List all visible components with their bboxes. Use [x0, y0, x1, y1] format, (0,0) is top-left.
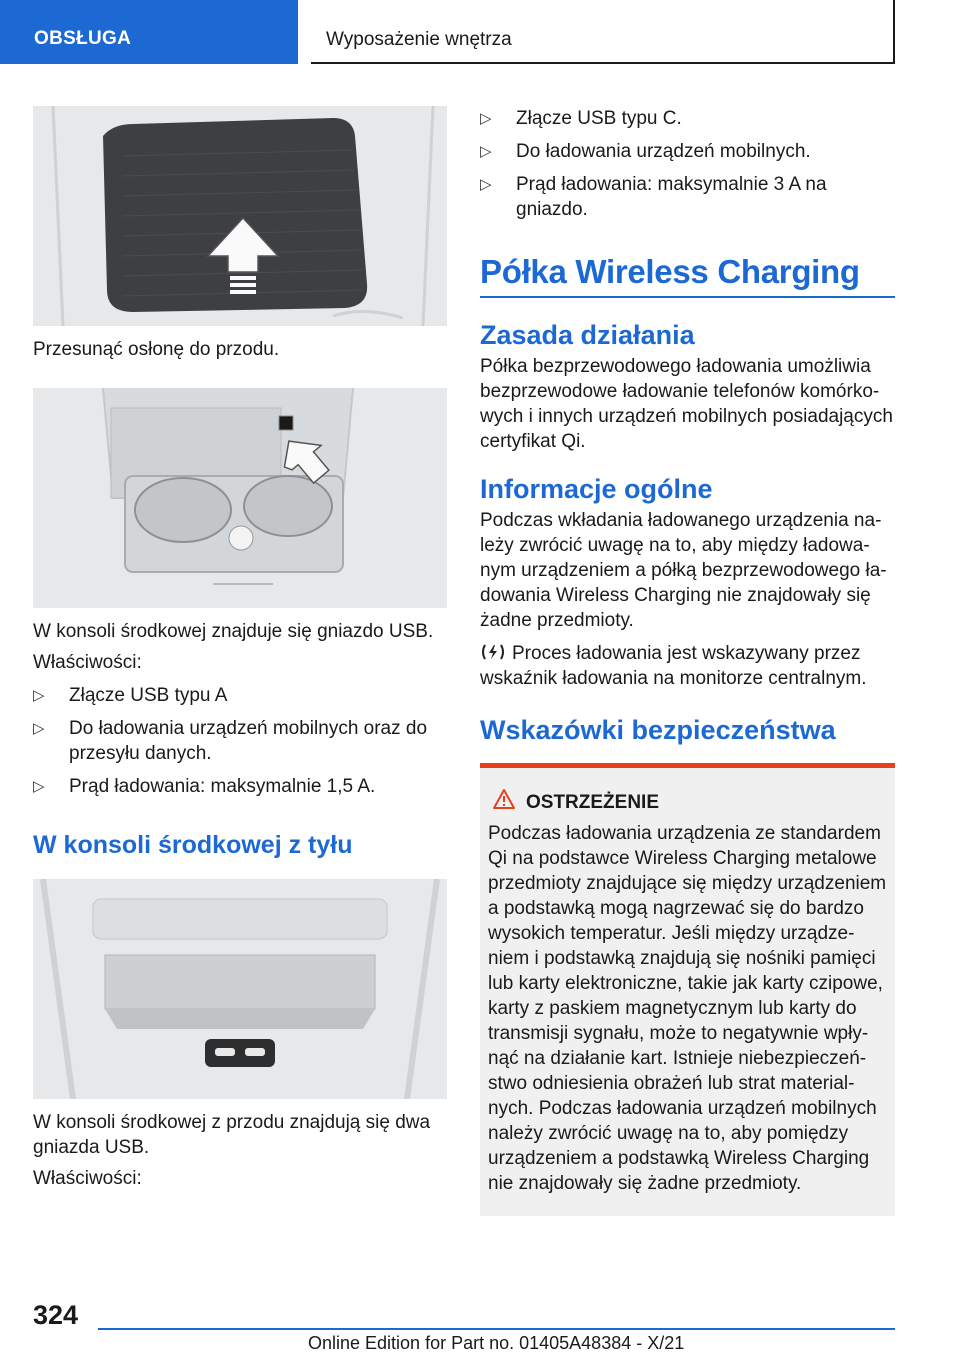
chapter-header	[311, 0, 895, 64]
figure-rear-usb	[33, 879, 447, 1099]
indicator-paragraph: Proces ładowania jest wskazywany przez wskaźnik ładowania na monitorze centralnym.	[480, 643, 867, 689]
triangle-bullet-icon: ▷	[33, 687, 45, 704]
triangle-bullet-icon: ▷	[33, 720, 45, 737]
warning-title: OSTRZEŻENIE	[526, 792, 660, 813]
warning-box	[480, 763, 895, 1216]
general-text: Podczas wkładania ładowanego urządzenia należy zwrócić uwagę na to, aby między ładowanym urządzeniem a półką bezprzewodowego ładowania Wireless Charging nie znajdowały się żadne przedmioty.	[480, 510, 887, 631]
triangle-bullet-icon: ▷	[480, 110, 492, 127]
sliding-cover-illustration	[33, 106, 447, 326]
figure1-caption: Przesunąć osłonę do przodu.	[33, 339, 280, 360]
right-column	[480, 106, 895, 1216]
warning-text: Podczas ładowania urządzenia ze standardem Qi na podstawce Wireless Charging metalowe przedmioty znajdujące się między urządzeniem a podstawką mogą nagrzewać się do bardzo wysokich temperatur. Jeśli między urządzeniem i podstawką znajdują się nośniki pamięci lub karty elektroniczne, takie jak karty czipowe, karty z paskiem magnetycznym lub karty do transmisji sygnału, może to negatywnie wpłynąć na działanie kart. Istnieje niebezpieczeństwo odniesienia obrażeń lub strat materialnych. Podczas ładowania urządzeń mobilnych należy zwrócić uwagę na to, aby pomiędzy urządzeniem a podstawką Wireless Charging nie znajdowały się żadne przedmioty.	[488, 823, 887, 1194]
wireless-charging-indicator-icon	[480, 643, 506, 661]
list-item: ▷ Do ładowania urządzeń mobilnych.	[480, 141, 811, 162]
warning-header	[488, 790, 887, 815]
heading-rear-console: W konsoli środkowej z tyłu	[33, 831, 353, 859]
rear-usb-illustration	[33, 879, 447, 1099]
page-number: 324	[33, 1300, 79, 1330]
left-column	[33, 106, 447, 1191]
triangle-bullet-icon: ▷	[480, 143, 492, 160]
principle-text: Półka bezprzewodowego ładowania umożliwia bezprzewodowe ładowanie telefonów komórkowych i innych urządzeń mobilnych posiadających certyfikat Qi.	[480, 356, 893, 452]
figure-usb-socket	[33, 388, 447, 608]
section-title: Półka Wireless Charging	[480, 253, 860, 290]
heading-safety: Wskazówki bezpieczeństwa	[480, 715, 836, 745]
warning-triangle-icon	[492, 788, 516, 810]
section-tab	[0, 0, 298, 64]
list-item: ▷ Prąd ładowania: maksymalnie 1,5 A.	[33, 776, 376, 797]
chapter-title: Wyposażenie wnętrza	[326, 29, 512, 50]
footer-rule	[98, 1328, 895, 1330]
section-heading-wrapper	[480, 252, 895, 298]
list-item: ▷ Do ładowania urządzeń mobilnych oraz do przesyłu danych.	[33, 718, 428, 764]
heading-general-info: Informacje ogólne	[480, 474, 713, 504]
triangle-bullet-icon: ▷	[480, 176, 492, 193]
figure2-caption: W konsoli środkowej znajduje się gniazdo USB.	[33, 621, 434, 642]
figure3-caption: W konsoli środkowej z przodu znajdują się dwa gniazda USB.	[33, 1112, 431, 1158]
properties-label-2: Właściwości:	[33, 1168, 142, 1189]
triangle-bullet-icon: ▷	[33, 778, 45, 795]
list-item: ▷ Prąd ładowania: maksymalnie 3 A na gniazdo.	[480, 174, 827, 220]
usb-socket-illustration	[33, 388, 447, 608]
properties-label-1: Właściwości:	[33, 652, 142, 673]
heading-principle: Zasada działania	[480, 320, 695, 350]
list-item: ▷ Złącze USB typu C.	[480, 108, 682, 129]
section-label: OBSŁUGA	[34, 28, 132, 49]
list-item: ▷ Złącze USB typu A	[33, 685, 228, 706]
footer-edition: Online Edition for Part no. 01405A48384 - X/21	[308, 1333, 685, 1353]
figure-sliding-cover	[33, 106, 447, 326]
